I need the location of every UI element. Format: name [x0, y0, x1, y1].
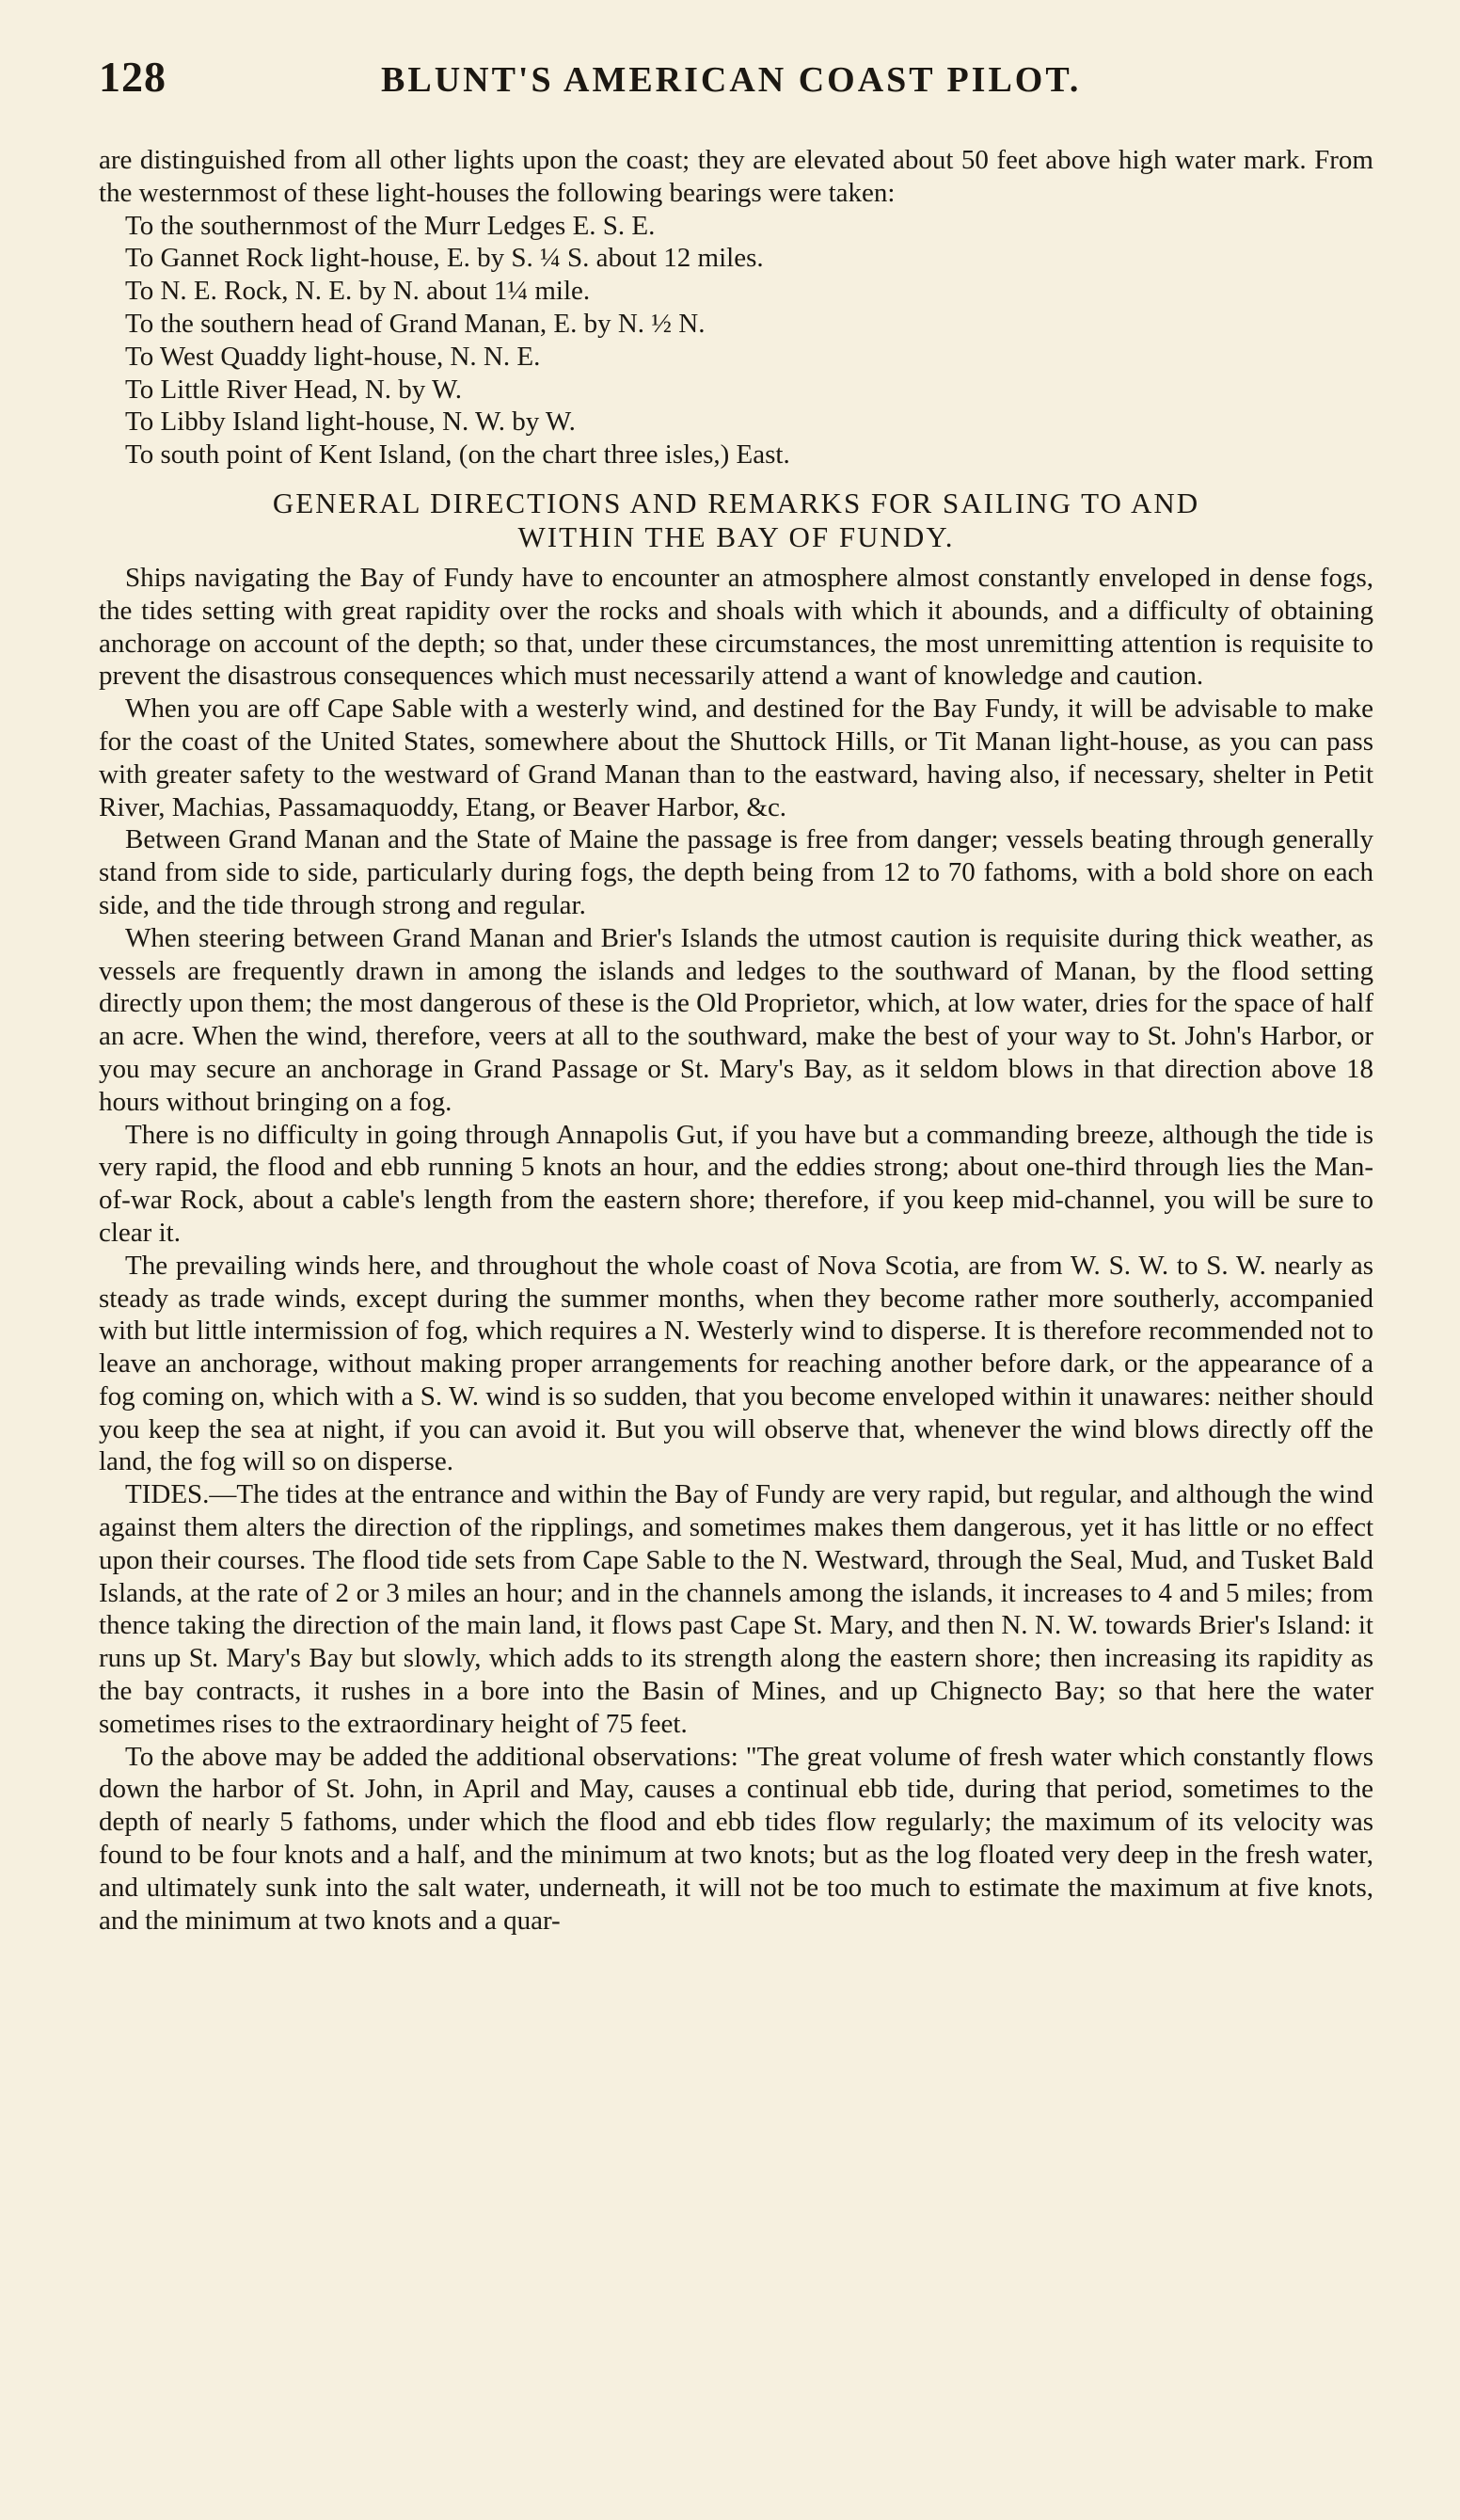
bearing-item: To Little River Head, N. by W.: [125, 374, 462, 405]
body-paragraph: The prevailing winds here, and throughout the whole coast of Nova Scotia, are from W. S. W. to S. W. nearly as steady as trade winds, except during the summer months, when they become rather more southerly, accompanied with but little intermission of fog, which requires a N. Westerly wind to disperse. It is therefore recommended not to leave an anchorage, without making proper arrangements for reaching another before dark, or the appearance of a fog coming on, which with a S. W. wind is so sudden, that you become enveloped within it unawares: neither should you keep the sea at night, if you can avoid it. But you will observe that, whenever the wind blows directly off the land, the fog will so on disperse.: [99, 1250, 1373, 1477]
bearing-item: To West Quaddy light-house, N. N. E.: [125, 341, 541, 372]
intro-paragraph: are distinguished from all other lights upon the coast; they are elevated about 50 feet above high water mark. From the westernmost of these light-houses the following bearings were taken:: [99, 145, 1373, 208]
bearing-item: To Libby Island light-house, N. W. by W.: [125, 407, 576, 438]
section-heading: [99, 486, 1373, 554]
body-paragraph: When steering between Grand Manan and Brier's Islands the utmost caution is requisite during thick weather, as vessels are frequently drawn in among the islands and ledges to the southward of Manan, by the flood setting directly upon them; the most dangerous of these is the Old Proprietor, which, at low water, dries for the space of half an acre. When the wind, therefore, veers at all to the southward, make the best of your way to St. John's Harbor, or you may secure an anchorage in Grand Passage or St. Mary's Bay, as it seldom blows in that direction above 18 hours without bringing on a fog.: [99, 922, 1373, 1117]
body-paragraph: Ships navigating the Bay of Fundy have to encounter an atmosphere almost constantly enveloped in dense fogs, the tides setting with great rapidity over the rocks and shoals with which it abounds, and a difficulty of obtaining anchorage on account of the depth; so that, under these circumstances, the most unremitting attention is requisite to prevent the disastrous consequences which must necessarily attend a want of knowledge and caution.: [99, 562, 1373, 692]
bearings-list: [99, 210, 1373, 471]
tides-paragraph: TIDES.—The tides at the entrance and within the Bay of Fundy are very rapid, but regular, and although the wind against them alters the direction of the ripplings, and sometimes makes them dangerous, yet it has little or no effect upon their courses. The flood tide sets from Cape Sable to the N. Westward, through the Seal, Mud, and Tusket Bald Islands, at the rate of 2 or 3 miles an hour; and in the channels among the islands, it increases to 4 and 5 miles; from thence taking the direction of the main land, it flows past Cape St. Mary, and then N. N. W. towards Brier's Island: it runs up St. Mary's Bay but slowly, which adds to its strength along the eastern shore; then increasing its rapidity as the bay contracts, it rushes in a bore into the Basin of Mines, and up Chignecto Bay; so that here the water sometimes rises to the extraordinary height of 75 feet.: [99, 1479, 1373, 1739]
body-paragraph: Between Grand Manan and the State of Maine the passage is free from danger; vessels beating through generally stand from side to side, particularly during fogs, the depth being from 12 to 70 fathoms, with a bold shore on each side, and the tide through strong and regular.: [99, 824, 1373, 920]
section-heading-line: GENERAL DIRECTIONS AND REMARKS FOR SAILING TO AND: [272, 486, 1200, 519]
bearing-item: To the southern head of Grand Manan, E. by N. ½ N.: [125, 308, 706, 339]
running-title: BLUNT'S AMERICAN COAST PILOT.: [381, 60, 1082, 100]
section-heading-line: WITHIN THE BAY OF FUNDY.: [517, 519, 955, 553]
page-header: [99, 52, 1373, 127]
body-paragraph: To the above may be added the additional observations: "The great volume of fresh water which constantly flows down the harbor of St. John, in April and May, causes a continual ebb tide, during that period, sometimes to the depth of nearly 5 fathoms, under which the flood and ebb tides flow regularly; the maximum of its velocity was found to be four knots and a half, and the minimum at two knots; but as the log floated very deep in the fresh water, and ultimately sunk into the salt water, underneath, it will not be too much to estimate the maximum at five knots, and the minimum at two knots and a quar-: [99, 1741, 1373, 1936]
bearing-item: To N. E. Rock, N. E. by N. about 1¼ mile.: [125, 276, 591, 307]
page-number: 128: [99, 53, 167, 101]
bearing-item: To Gannet Rock light-house, E. by S. ¼ S. about 12 miles.: [125, 243, 764, 274]
book-page: [99, 52, 1373, 2498]
bearing-item: To south point of Kent Island, (on the chart three isles,) East.: [125, 439, 790, 471]
bearing-item: To the southernmost of the Murr Ledges E. S. E.: [125, 210, 656, 241]
body-paragraph: When you are off Cape Sable with a westerly wind, and destined for the Bay Fundy, it will be advisable to make for the coast of the United States, somewhere about the Shuttock Hills, or Tit Manan light-house, as you can pass with greater safety to the westward of Grand Manan than to the eastward, having also, if necessary, shelter in Petit River, Machias, Passamaquoddy, Etang, or Beaver Harbor, &c.: [99, 694, 1373, 822]
body-paragraph: There is no difficulty in going through Annapolis Gut, if you have but a commanding breeze, although the tide is very rapid, the flood and ebb running 5 knots an hour, and the eddies strong; about one-third through lies the Man-of-war Rock, about a cable's length from the eastern shore; therefore, if you keep mid-channel, you will be sure to clear it.: [99, 1119, 1373, 1248]
